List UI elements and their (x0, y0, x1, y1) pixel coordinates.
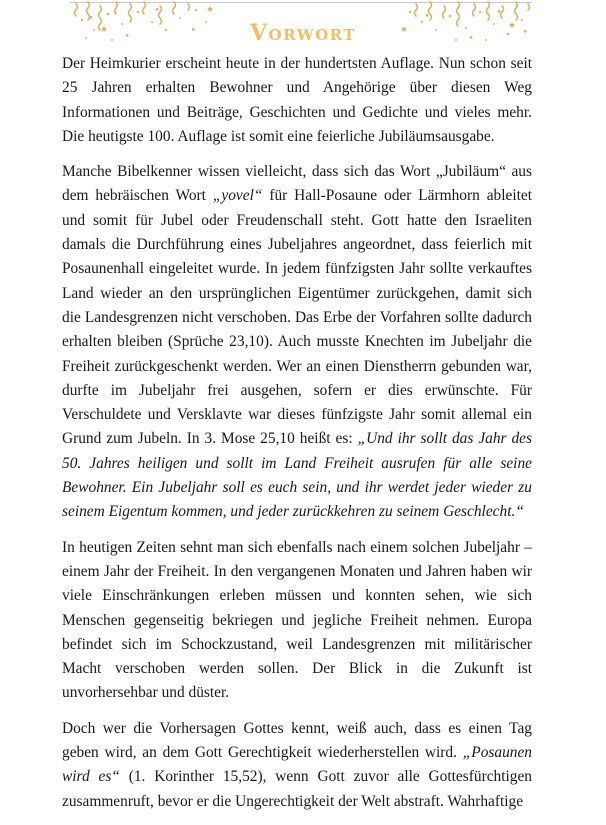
paragraph-text: In heutigen Zeiten sehnt man sich ebenfalls nach einem solchen Jubeljahr – einem Jahr der Freiheit. In den vergangenen Monaten und Jahren haben wir viele Einschränkungen erleben müssen und konnten sehen, wie sich Menschen gegenseitig bekriegen und jegliche Freiheit nehmen. Europa befindet sich im Schockzustand, weil Landesgrenzen mit militärischer Macht verschoben werden sollen. Der Blick in die Zukunft ist unvorhersehbar und düster. (62, 538, 532, 702)
paragraph-text: (1. Korinther 15,52), wenn Gott zuvor alle Gottesfürchtigen zusammenruft, bevor er die Ungerechtigkeit der Welt abstraft. Wahrhaftige (62, 768, 532, 810)
bible-quote-leviticus: „Und ihr sollt das Jahr des 50. Jahres heiligen und sollt im Land Freiheit ausrufen für alle seine Bewohner. Ein Jubeljahr soll es euch sein, und ihr werdet jeder wieder zu seinem Eigentum kommen, und jeder zurückkehren zu seinem Geschlecht.“ (62, 430, 533, 521)
page-title: Vorwort (249, 20, 357, 46)
hebrew-word-quote: „yovel“ (212, 187, 263, 205)
paragraph-text: Manche Bibelkenner wissen vielleicht, dass sich das Wort „Jubiläum“ aus dem hebräischen Wort (62, 163, 532, 205)
paragraph-present-times (62, 536, 532, 706)
paragraph-intro (62, 52, 532, 149)
paragraph-text: für Hall-Posaune oder Lärmhorn ableitet und somit für Jubel oder Freudenschall steht. Gott hatte den Israeliten damals die Durchführung eines Jubeljahres angeordnet, dass feierlich mit Posaunenhall eingeleitet wurde. In jedem fünfzigsten Jahr sollte verkauftes Land wieder an den ursprünglichen Eigentümer zurückgehen, damit sich die Landesgrenzen nicht verschoben. Das Erbe der Vorfahren sollte dadurch erhalten bleiben (Sprüche 23,10). Auch musste Knechten im Jubeljahr die Freiheit zurückgeschenkt werden. Wer an einen Dienstherrn gebunden war, durfte im Jubeljahr frei ausgehen, sofern er dies erwünschte. Für Verschuldete und Versklavte war dieses fünfzigste Jahr somit allemal ein Grund zum Jubeln. In 3. Mose 25,10 heißt es: (62, 187, 532, 448)
paragraph-prophecy (62, 717, 532, 814)
paragraph-text: Der Heimkurier erscheint heute in der hundertsten Auflage. Nun schon seit 25 Jahren erhalten Bewohner und Angehörige über diesen Weg Informationen und Beiträge, Geschichten und Gedichte und vieles mehr. Die heutigste 100. Auflage ist somit eine feierliche Jubiläumsausgabe. (62, 55, 532, 145)
paragraph-text: Doch wer die Vorhersagen Gottes kennt, weiß auch, dass es einen Tag geben wird, an dem Gott Gerechtigkeit wiederherstellen wird. (62, 719, 532, 762)
bible-quote-corinthians: „Posaunen wird es“ (62, 744, 532, 786)
paragraph-jubilee-origin (62, 160, 532, 524)
article-body (62, 52, 532, 825)
